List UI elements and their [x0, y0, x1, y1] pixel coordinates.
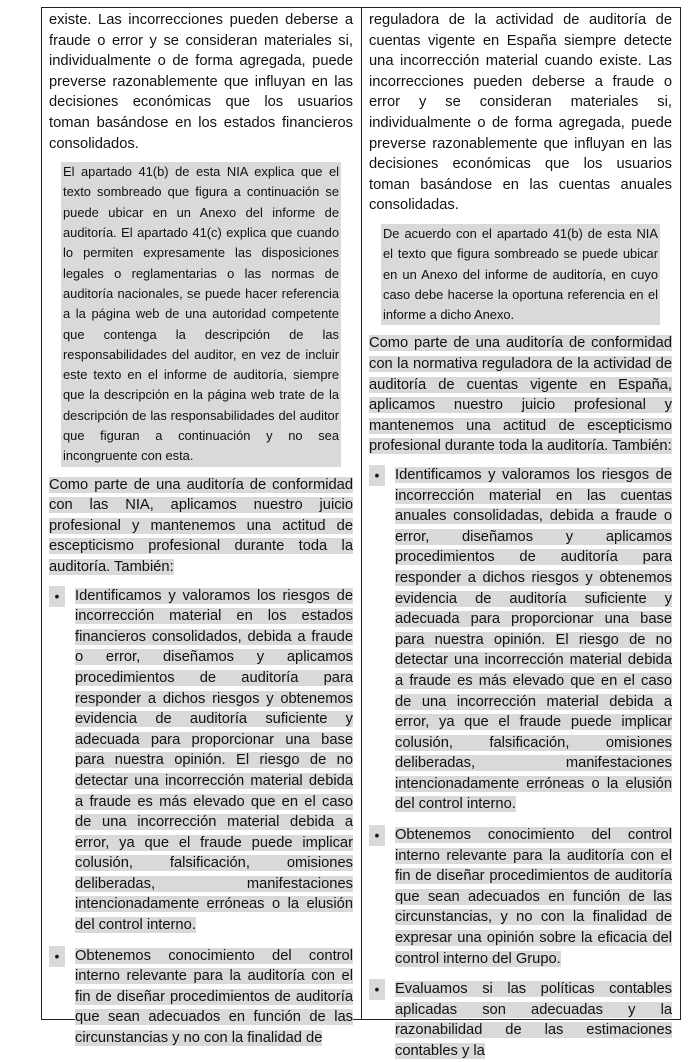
bullet-icon: •: [369, 465, 385, 486]
bullet-icon: •: [49, 946, 65, 967]
left-bullet-list: [49, 586, 353, 1049]
right-shaded-note: De acuerdo con el apartado 41(b) de esta NIA el texto que figura sombreado se puede ubicar en un Anexo del informe de auditoría, en cuyo caso debe hacerse la oportuna referencia en el informe a dicho Anexo.: [381, 224, 660, 325]
right-lead-text: Como parte de una auditoría de conformidad con la normativa reguladora de la actividad de auditoría de cuentas vigente en España, aplicamos nuestro juicio profesional y mantenemos una actitud de escepticismo profesional durante toda la auditoría. También:: [369, 335, 672, 455]
list-item: [49, 946, 353, 1049]
list-item: [369, 825, 672, 969]
bullet-icon: •: [369, 825, 385, 846]
right-bullet-list: [369, 465, 672, 1062]
right-intro-paragraph: reguladora de la actividad de auditoría de cuentas vigente en España siempre detecte una incorrección material cuando existe. Las incorrecciones pueden deberse a fraude o error y se consideran materiales si, individualmente o de forma agregada, puede preverse razonablemente que influyan en las decisiones económicas que los usuarios toman basándose en las cuentas anuales consolidadas.: [369, 12, 672, 214]
left-lead-paragraph: [49, 475, 353, 578]
bullet-text: Obtenemos conocimiento del control interno relevante para la auditoría con el fin de diseñar procedimientos de auditoría que sean adecuados en función de las circunstancias, y no con la finalidad de expresar una opinión sobre la eficacia del control interno del Grupo.: [395, 827, 672, 967]
right-column: [362, 8, 680, 1060]
right-lead-paragraph: [369, 333, 672, 457]
comparison-table: [41, 7, 681, 1060]
bullet-text: Identificamos y valoramos los riesgos de incorrección material en las cuentas anuales consolidadas, debida a fraude o error, diseñamos y aplicamos procedimientos de auditoría para responder a dichos riesgos y obtenemos evidencia de auditoría suficiente y adecuada para proporcionar una base para nuestra opinión. El riesgo de no detectar una incorrección material debida a fraude es más elevado que en el caso de una incorrección material debida a error, ya que el fraude puede implicar colusión, falsificación, omisiones deliberadas, manifestaciones intencionadamente erróneas o la elusión del control interno.: [395, 466, 672, 813]
left-column: [42, 8, 362, 1047]
left-shaded-note: El apartado 41(b) de esta NIA explica que el texto sombreado que figura a continuación se puede ubicar en un Anexo del informe de auditoría. El apartado 41(c) explica que cuando lo permiten expresamente las disposiciones legales o reglamentarias o las normas de auditoría nacionales, se puede hacer referencia a la página web de una autoridad competente que contenga la descripción de las responsabilidades del auditor, en vez de incluir este texto en el informe de auditoría, siempre que la descripción en la página web trate de la descripción de las responsabilidades del auditor que figuran a continuación y no sea incongruente con esta.: [61, 162, 341, 466]
list-item: [369, 465, 672, 815]
bullet-text: Evaluamos si las políticas contables aplicadas son adecuadas y la razonabilidad de las estimaciones contables y la: [395, 981, 672, 1060]
bullet-text: Obtenemos conocimiento del control interno relevante para la auditoría con el fin de diseñar procedimientos de auditoría que sean adecuados en función de las circunstancias y no con la finalidad de: [75, 947, 353, 1047]
list-item: [49, 586, 353, 936]
left-intro-paragraph: existe. Las incorrecciones pueden deberse a fraude o error y se consideran materiales si, individualmente o de forma agregada, puede preverse razonablemente que influyan en las decisiones económicas que los usuarios toman basándose en los estados financieros consolidados.: [49, 12, 353, 152]
left-lead-text: Como parte de una auditoría de conformidad con las NIA, aplicamos nuestro juicio profesional y mantenemos una actitud de escepticismo profesional durante toda la auditoría. También:: [49, 476, 353, 575]
bullet-icon: •: [369, 979, 385, 1000]
list-item: [369, 979, 672, 1061]
bullet-icon: •: [49, 586, 65, 607]
bullet-text: Identificamos y valoramos los riesgos de incorrección material en los estados financieros consolidados, debida a fraude o error, diseñamos y aplicamos procedimientos de auditoría para responder a dichos riesgos y obtenemos evidencia de auditoría suficiente y adecuada para proporcionar una base para nuestra opinión. El riesgo de no detectar una incorrección material debida a fraude es más elevado que en el caso de una incorrección material debida a error, ya que el fraude puede implicar colusión, falsificación, omisiones deliberadas, manifestaciones intencionadamente erróneas o la elusión del control interno.: [75, 587, 353, 934]
